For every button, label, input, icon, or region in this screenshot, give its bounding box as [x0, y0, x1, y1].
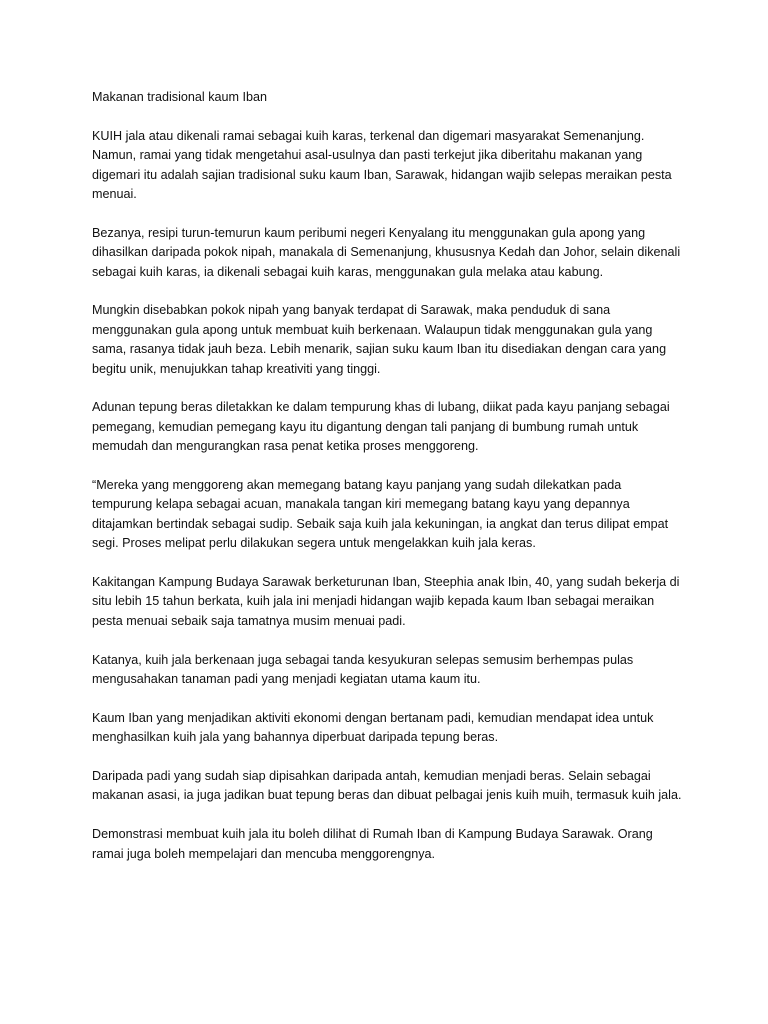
paragraph: “Mereka yang menggoreng akan memegang batang kayu panjang yang sudah dilekatkan pada tempurung kelapa sebagai acuan, manakala tangan kiri memegang batang kayu yang depannya ditajamkan bertindak sebagai sudip. Sebaik saja kuih jala kekuningan, ia angkat dan terus dilipat empat segi. Proses melipat perlu dilakukan segera untuk mengelakkan kuih jala keras. — [92, 478, 669, 551]
document-page — [92, 88, 684, 883]
paragraph: Mungkin disebabkan pokok nipah yang banyak terdapat di Sarawak, maka penduduk di sana menggunakan gula apong untuk membuat kuih berkenaan. Walaupun tidak menggunakan gula yang sama, rasanya tidak jauh beza. Lebih menarik, sajian suku kaum Iban itu disediakan dengan cara yang begitu unik, menujukkan tahap kreativiti yang tinggi. — [92, 303, 667, 376]
paragraph: Kakitangan Kampung Budaya Sarawak berketurunan Iban, Steephia anak Ibin, 40, yang sudah bekerja di situ lebih 15 tahun berkata, kuih jala ini menjadi hidangan wajib kepada kaum Iban sebagai meraikan pesta menuai sebaik saja tamatnya musim menuai padi. — [92, 575, 680, 628]
paragraph: Daripada padi yang sudah siap dipisahkan daripada antah, kemudian menjadi beras. Selain sebagai makanan asasi, ia juga jadikan buat tepung beras dan dibuat pelbagai jenis kuih muih, termasuk kuih jala. — [92, 769, 682, 803]
paragraph: Katanya, kuih jala berkenaan juga sebagai tanda kesyukuran selepas semusim berhempas pulas mengusahakan tanaman padi yang menjadi kegiatan utama kaum itu. — [92, 652, 634, 687]
paragraph: Bezanya, resipi turun-temurun kaum peribumi negeri Kenyalang itu menggunakan gula apong yang dihasilkan daripada pokok nipah, manakala di Semenanjung, khususnya Kedah dan Johor, selain dikenali sebagai kuih karas, ia dikenali sebagai kuih karas, menggunakan gula melaka atau kabung. — [92, 225, 681, 279]
document-title: Makanan tradisional kaum Iban — [92, 90, 268, 104]
paragraph: Adunan tepung beras diletakkan ke dalam tempurung khas di lubang, diikat pada kayu panjang sebagai pemegang, kemudian pemegang kayu itu digantung dengan tali panjang di bumbung rumah untuk memudah dan mengurangkan rasa penat ketika proses menggoreng. — [92, 400, 670, 454]
paragraph: Kaum Iban yang menjadikan aktiviti ekonomi dengan bertanam padi, kemudian mendapat idea untuk menghasilkan kuih jala yang bahannya diperbuat daripada tepung beras. — [92, 710, 654, 745]
paragraph: Demonstrasi membuat kuih jala itu boleh dilihat di Rumah Iban di Kampung Budaya Sarawak. Orang ramai juga boleh mempelajari dan mencuba menggorengnya. — [92, 827, 653, 861]
paragraph: KUIH jala atau dikenali ramai sebagai kuih karas, terkenal dan digemari masyarakat Semenanjung. Namun, ramai yang tidak mengetahui asal-usulnya dan pasti terkejut jika diberitahu makanan yang digemari itu adalah sajian tradisional suku kaum Iban, Sarawak, hidangan wajib selepas meraikan pesta menuai. — [92, 128, 672, 202]
